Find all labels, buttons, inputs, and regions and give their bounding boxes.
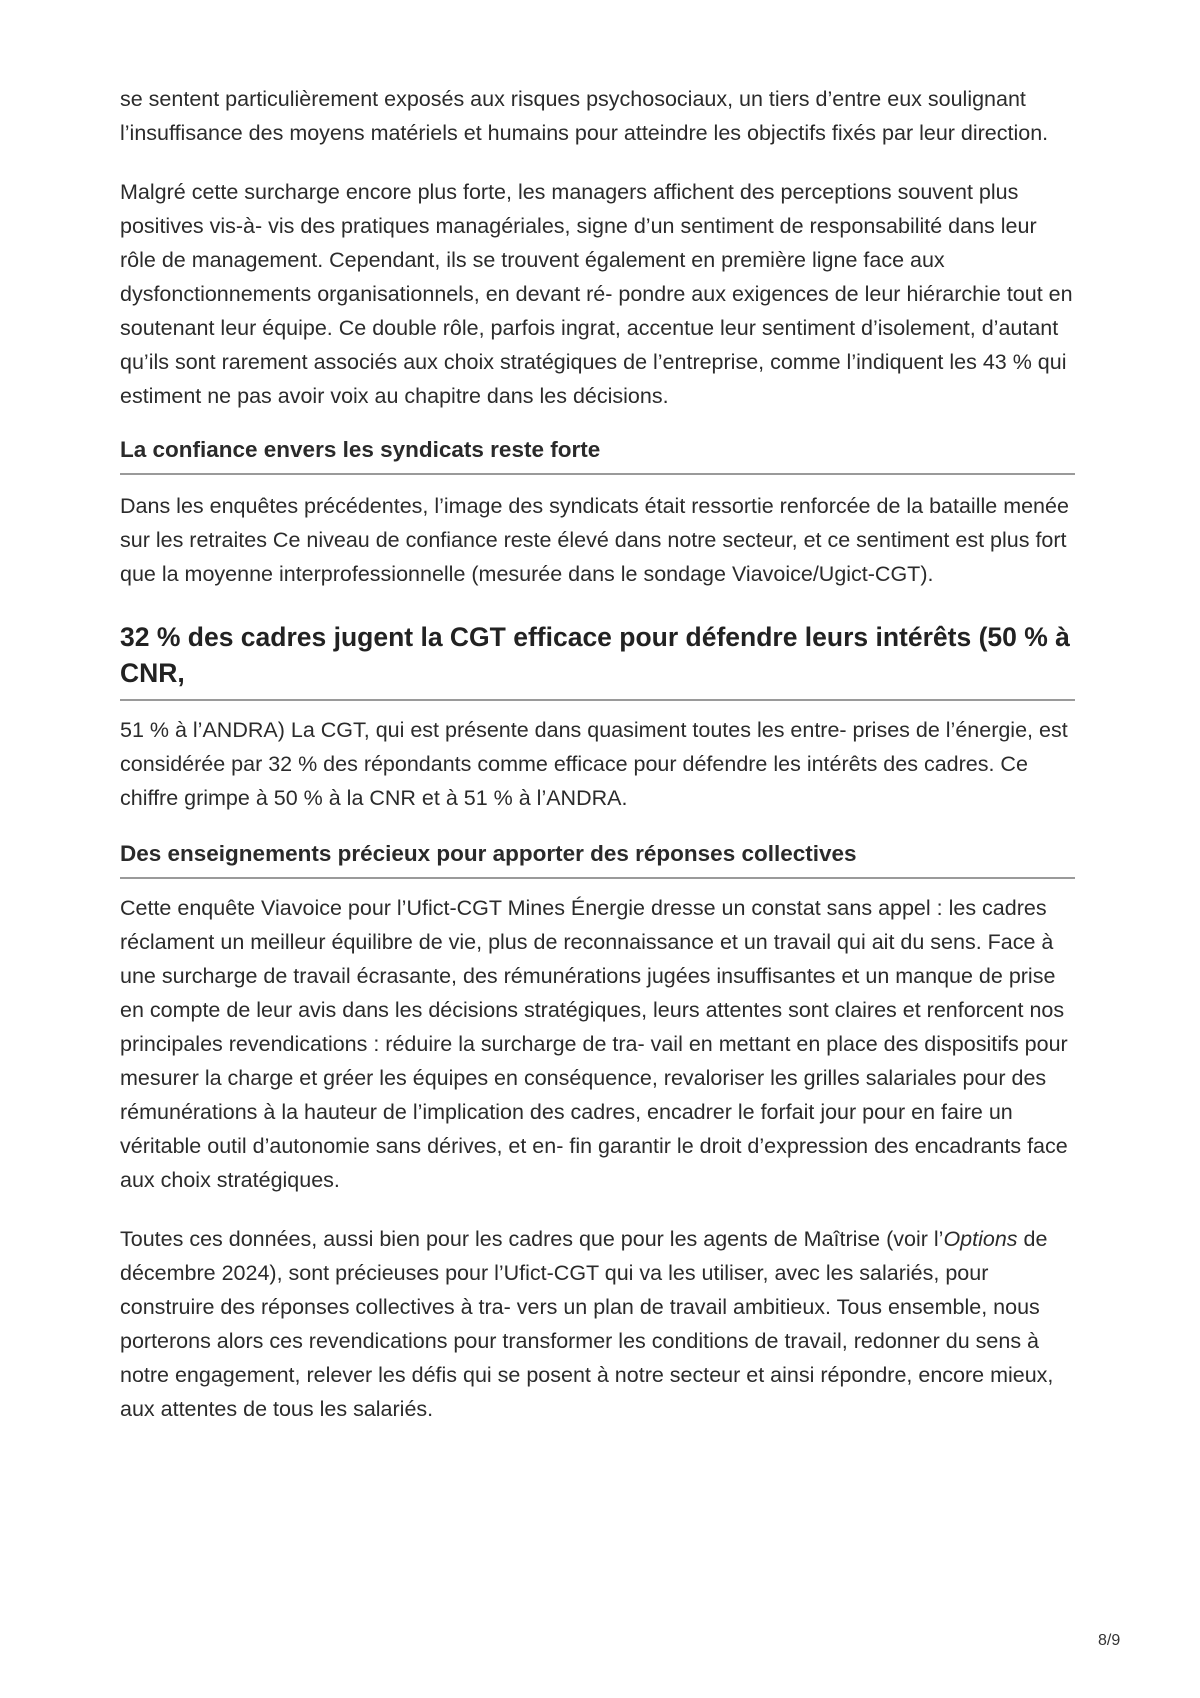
heading-union-confidence: La confiance envers les syndicats reste forte [120,435,1075,475]
document-page [120,82,1075,1426]
paragraph-conclusion [120,1222,1075,1426]
conclusion-text-start: Toutes ces données, aussi bien pour les cadres que pour les agents de Maîtrise (voir l’ [120,1227,944,1251]
paragraph-managers-perceptions: Malgré cette surcharge encore plus forte, les managers affichent des perceptions souvent plus positives vis-à- vis des pratiques managériales, signe d’un sentiment de responsabilité dans leur rôle de management. Cependant, ils se trouvent également en première ligne face aux dysfonctionnements organisationnels, en devant ré- pondre aux exigences de leur hiérarchie tout en soutenant leur équipe. Ce double rôle, parfois ingrat, accentue leur sentiment d’isolement, d’autant qu’ils sont rarement associés aux choix stratégiques de l’entreprise, comme l’indiquent les 43 % qui estiment ne pas avoir voix au chapitre dans les décisions. [120,180,1073,408]
options-publication-title: Options [943,1227,1018,1251]
paragraph-union-confidence: Dans les enquêtes précédentes, l’image des syndicats était ressortie renforcée de la bataille menée sur les retraites Ce niveau de confiance reste élevé dans notre secteur, et ce sentiment est plus fort que la moyenne interprofessionnelle (mesurée dans le sondage Viavoice/Ugict-CGT). [120,494,1069,586]
conclusion-text-end: de décembre 2024), sont précieuses pour l’Ufict-CGT qui va les utiliser, avec les salariés, pour construire des réponses collectives à tra- vers un plan de travail ambitieux. Tous ensemble, nous porterons alors ces revendications pour transformer les conditions de travail, redonner du sens à notre engagement, relever les défis qui se posent à notre secteur et ainsi répondre, encore mieux, aux attentes de tous les salariés. [120,1227,1054,1421]
page-number: 8/9 [1098,1632,1121,1649]
paragraph-cgt-efficiency: 51 % à l’ANDRA) La CGT, qui est présente dans quasiment toutes les entre- prises de l’énergie, est considérée par 32 % des répondants comme efficace pour défendre les intérêts des cadres. Ce chiffre grimpe à 50 % à la CNR et à 51 % à l’ANDRA. [120,718,1068,810]
heading-collective-responses: Des enseignements précieux pour apporter des réponses collectives [120,839,1075,879]
paragraph-psychosocial-risks: se sentent particulièrement exposés aux risques psychosociaux, un tiers d’entre eux soulignant l’insuffisance des moyens matériels et humains pour atteindre les objectifs fixés par leur direction. [120,87,1049,145]
heading-cgt-efficiency: 32 % des cadres jugent la CGT efficace pour défendre leurs intérêts (50 % à CNR, [120,619,1075,701]
paragraph-survey-findings: Cette enquête Viavoice pour l’Ufict-CGT Mines Énergie dresse un constat sans appel : les cadres réclament un meilleur équilibre de vie, plus de reconnaissance et un travail qui ait du sens. Face à une surcharge de travail écrasante, des rémunérations jugées insuffisantes et un manque de prise en compte de leur avis dans les décisions stratégiques, leurs attentes sont claires et renforcent nos principales revendications : réduire la surcharge de tra- vail en mettant en place des dispositifs pour mesurer la charge et gréer les équipes en conséquence, revaloriser les grilles salariales pour des rémunérations à la hauteur de l’implication des cadres, encadrer le forfait jour pour en faire un véritable outil d’autonomie sans dérives, et en- fin garantir le droit d’expression des encadrants face aux choix stratégiques. [120,896,1068,1192]
